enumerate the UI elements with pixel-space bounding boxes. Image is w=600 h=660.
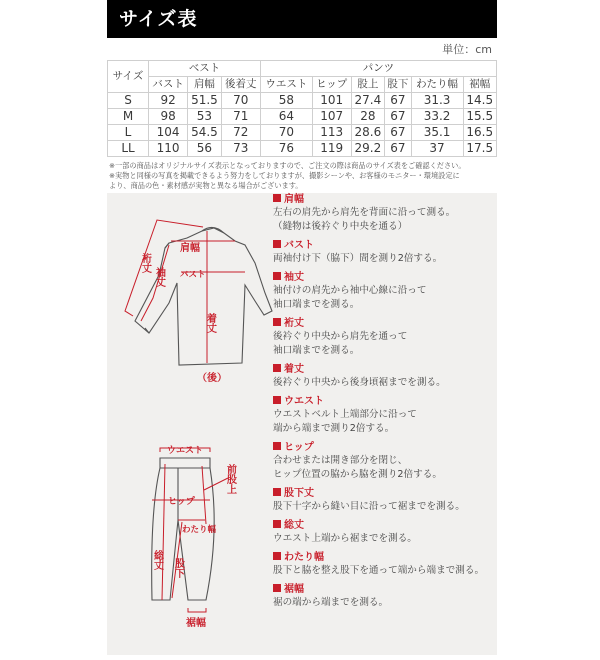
label-hip: ヒップ [168,497,195,507]
table-cell: 14.5 [463,93,496,109]
measurement-item-yuki [273,317,495,358]
square-bullet-icon [273,194,281,202]
label-sleeve: 袖丈 [153,267,165,287]
square-bullet-icon [273,272,281,280]
measurement-item-waist [273,395,495,436]
item-text: 袖付けの肩先から袖中心線に沿って [273,285,427,296]
table-cell: 28 [351,109,384,125]
item-text: ウエストベルト上端部分に沿って [273,409,417,420]
square-bullet-icon [273,240,281,248]
table-cell: 56 [188,141,221,157]
table-cell: 17.5 [463,141,496,157]
table-cell: 27.4 [351,93,384,109]
table-cell: 113 [312,125,351,141]
item-title: 総丈 [284,520,304,531]
table-cell: 70 [260,125,312,141]
label-back: （後） [197,373,227,384]
item-title: 肩幅 [284,194,304,205]
table-cell: 64 [260,109,312,125]
table-cell: 72 [221,125,260,141]
label-rise: 前股上 [224,464,236,494]
square-bullet-icon [273,488,281,496]
column-header: 股下 [385,77,412,93]
label-outseam: 総丈 [151,550,163,570]
table-cell: 37 [411,141,463,157]
table-cell: 16.5 [463,125,496,141]
measurement-item-sleeve [273,271,495,312]
label-length: 着丈 [204,313,216,333]
item-text: 両袖付け下（脇下）間を測り2倍する。 [273,253,443,264]
table-cell: 119 [312,141,351,157]
label-yuki: 裄丈 [139,253,151,273]
measurement-item-inseam [273,487,495,514]
measurement-item-outseam [273,519,495,546]
label-shoulder: 肩幅 [180,243,200,254]
item-text: ウエスト上端から裾までを測る。 [273,533,417,544]
table-cell: 53 [188,109,221,125]
column-header: ウエスト [260,77,312,93]
table-cell: 54.5 [188,125,221,141]
item-text: 後衿ぐり中央から肩先を通って [273,331,408,342]
table-cell: 67 [385,141,412,157]
page-title: サイズ表 [107,0,497,38]
table-cell: 67 [385,109,412,125]
column-header: 後着丈 [221,77,260,93]
table-cell: 70 [221,93,260,109]
note-line: より、商品の色・素材感が実物と異なる場合がございます。 [109,181,303,190]
measurement-item-hip [273,441,495,482]
table-row [108,109,497,125]
square-bullet-icon [273,520,281,528]
column-header: バスト [149,77,188,93]
square-bullet-icon [273,552,281,560]
measurement-item-hem [273,583,495,610]
item-text: ヒップ位置の脇から脇を測り2倍する。 [273,469,442,480]
size-cell: LL [108,141,149,157]
measurement-descriptions [273,193,495,615]
square-bullet-icon [273,318,281,326]
item-text: （縫物は後衿ぐり中央を通る） [273,221,408,232]
size-cell: L [108,125,149,141]
item-title: ウエスト [284,396,324,407]
note-line: ※一部の商品はオリジナルサイズ表示となっておりますので、ご注文の際は商品のサイズ表をご確認ください。 [109,161,466,170]
measurement-item-bust [273,239,495,266]
table-cell: 31.3 [411,93,463,109]
column-header: 裾幅 [463,77,496,93]
table-cell: 33.2 [411,109,463,125]
table-cell: 67 [385,125,412,141]
table-cell: 76 [260,141,312,157]
group-header-vest: ベスト [149,61,261,77]
column-header: わたり幅 [411,77,463,93]
item-text: 袖口端までを測る。 [273,345,360,356]
size-chart [107,0,497,191]
item-text: 後衿ぐり中央から後身頃裾までを測る。 [273,377,446,388]
table-row [108,93,497,109]
table-cell: 107 [312,109,351,125]
square-bullet-icon [273,442,281,450]
label-bust: バスト [180,270,206,280]
table-cell: 71 [221,109,260,125]
table-cell: 110 [149,141,188,157]
table-cell: 29.2 [351,141,384,157]
group-header-pants: パンツ [260,61,496,77]
measurement-item-shoulder [273,193,495,234]
jacket-diagram [107,193,277,393]
disclaimer-notes [107,161,497,191]
item-text: 裾の端から端までを測る。 [273,597,389,608]
item-title: バスト [284,240,314,251]
item-text: 合わせまたは開き部分を閉じ、 [273,455,408,466]
square-bullet-icon [273,364,281,372]
table-cell: 92 [149,93,188,109]
column-header: 肩幅 [188,77,221,93]
square-bullet-icon [273,584,281,592]
label-thigh: わたり幅 [182,525,217,535]
table-cell: 98 [149,109,188,125]
measurement-item-length [273,363,495,390]
item-text: 左右の肩先から肩先を背面に沿って測る。 [273,207,456,218]
label-inseam: 股下 [172,558,184,578]
table-row [108,141,497,157]
size-cell: M [108,109,149,125]
column-header: ヒップ [312,77,351,93]
item-title: 裄丈 [284,318,304,329]
note-line: ※実物と同様の写真を掲載できるよう努力をしておりますが、撮影シーンや、お客様のモニター・環境設定に [109,171,460,180]
table-cell: 73 [221,141,260,157]
item-title: 着丈 [284,364,304,375]
label-hem: 裾幅 [186,618,206,629]
item-text: 袖口端までを測る。 [273,299,360,310]
item-title: ヒップ [284,442,314,453]
table-row [108,125,497,141]
item-text: 端から端まで測り2倍する。 [273,423,395,434]
table-cell: 58 [260,93,312,109]
unit-label: 単位：cm [442,43,492,56]
square-bullet-icon [273,396,281,404]
size-column-header: サイズ [108,61,149,93]
table-cell: 35.1 [411,125,463,141]
table-cell: 15.5 [463,109,496,125]
item-title: 裾幅 [284,584,304,595]
table-cell: 51.5 [188,93,221,109]
table-cell: 101 [312,93,351,109]
item-text: 股下と脇を整え股下を通って端から端まで測る。 [273,565,485,576]
table-cell: 67 [385,93,412,109]
table-cell: 28.6 [351,125,384,141]
item-title: 袖丈 [284,272,304,283]
column-header: 股上 [351,77,384,93]
size-cell: S [108,93,149,109]
item-title: わたり幅 [284,552,324,563]
item-title: 股下丈 [284,488,314,499]
table-cell: 104 [149,125,188,141]
measurement-item-thigh [273,551,495,578]
measurement-guide-panel [107,193,497,655]
size-table [107,60,497,157]
label-waist: ウエスト [167,446,204,456]
item-text: 股下十字から縫い目に沿って裾までを測る。 [273,501,465,512]
